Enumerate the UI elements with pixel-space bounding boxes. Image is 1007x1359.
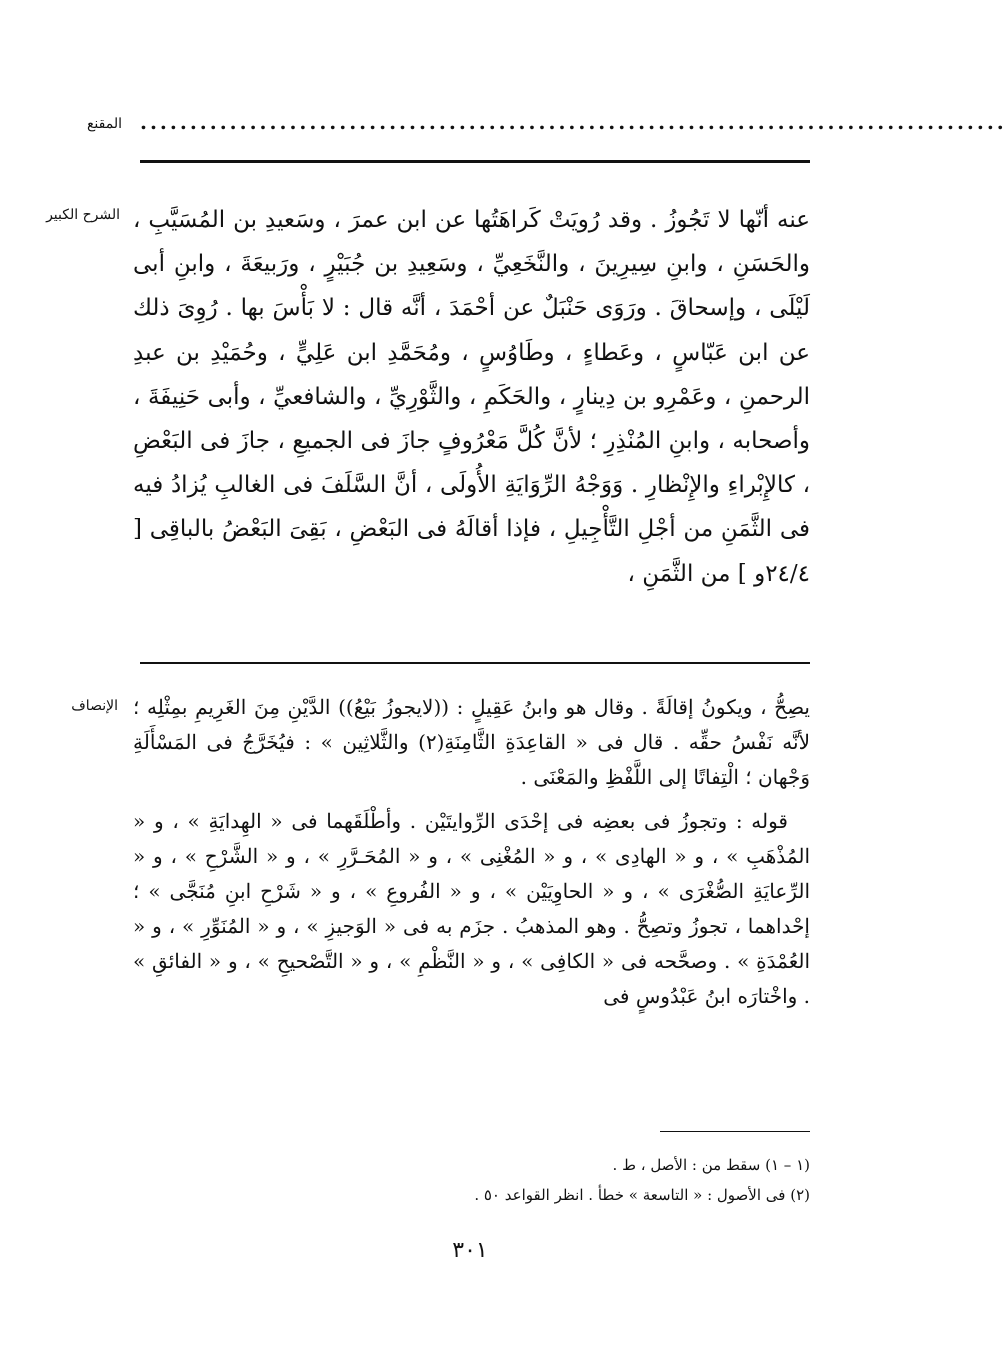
insaf-text-block [133, 690, 810, 1014]
header-section-label: المقنع [86, 116, 122, 132]
page-number: ٣٠١ [452, 1238, 488, 1263]
footnotes [250, 1150, 810, 1210]
insaf-paragraph: قوله : وتجوزُ فى بعضِه فى إحْدَى الرِّوايتَيْن . وأطْلَقَهما فى « الهِدايَةِ » ، و « المُذْهَبِ » ، و « الهادِى » ، و « المُغْنِى » ، و « المُحَـرَّرِ » ، و « الشَّرْحِ » ، و « الرِّعايَةِ الصُّغْرَى » ، و « الحاوِيَيْن » ، و « الفُروعِ » ، و « شَرْحِ ابنِ مُنَجَّى » ؛ إحْداهما ، تجوزُ وتصِحُّ . وهو المذهبُ . جزَم به فى « الوَجيزِ » ، و « المُنَوِّرِ » ، و « العُمْدَةِ » . وصحَّحه فى « الكافِى » ، و « النَّظْمِ » ، و « التَّصْحيحِ » ، و « الفائقِ » . واخْتارَه ابنُ عَبْدُوسٍ فى [133, 809, 810, 1008]
footnote-item: (٢) فى الأصول : « التاسعة » خطأ . انظر القواعد ٥٠ . [474, 1186, 810, 1204]
footnote-divider [660, 1131, 810, 1132]
section-divider [140, 662, 810, 664]
header-divider [140, 160, 810, 163]
sharh-text-block: عنه أنّها لا تَجُوزُ . وقد رُويَتْ كَراهَتُها عن ابن عمرَ ، وسَعيدِ بن المُسَيَّبِ ، والحَسَنِ ، وابنِ سِيرِينَ ، والنَّخَعِيِّ ، وسَعِيدِ بن جُبَيْرٍ ، ورَبيعَةَ ، وابنِ أبى لَيْلَى ، وإسحاقَ . ورَوَى حَنْبَلٌ عن أحْمَدَ ، أنَّه قال : لا بَأْسَ بها . رُوِىَ ذلك عن ابن عَبّاسٍ ، وعَطاءٍ ، وطَاوُسٍ ، ومُحَمَّدِ ابن عَلِيٍّ ، وحُمَيْدِ بن عبدِ الرحمنِ ، وعَمْرِو بن دِينارٍ ، والحَكَمِ ، والثَّوْرِيِّ ، والشافعيِّ ، وأبى حَنِيفَةَ ، وأصحابه ، وابنِ المُنْذِرِ ؛ لأنَّ كُلَّ مَعْرُوفٍ جازَ فى الجميعِ ، جازَ فى البَعْضِ ، كالإِبْراءِ والإِنْظارِ . وَوَجْهُ الرِّوَايَةِ الأُولَى ، أنَّ السَّلَفَ فى الغالبِ يُزادُ فيه فى الثَّمَنِ من أجْلِ التَّأْجِيلِ ، فإذا أقالَهُ فى البَعْضِ ، بَقِىَ البَعْضُ بالباقِى [ ٢٤/٤و ] من الثَّمَنِ ، [133, 207, 810, 587]
insaf-section-label: الإنصاف [71, 698, 118, 714]
header-dotted-line: ....................................................................................... [140, 110, 1007, 134]
insaf-paragraph: يصِحُّ ، ويكونُ إقالَةً . وقال هو وابنُ عَقِيلٍ : ((لايجوزُ بَيْعُ)) الدَّيْنِ مِنَ الغَرِيمِ بمِثْلِه ؛ لأنَّه نَفْسُ حقِّه . قال فى « القاعِدَةِ الثَّامِنَةِ(٢) والثَّلاثِين » : فيُخَرَّجُ فى المَسْأَلَةِ وَجْهان ؛ الْتِفاتًا إلى اللَّفْظِ والمَعْنَى . [133, 695, 810, 789]
sharh-section-label: الشرح الكبير [46, 207, 120, 223]
footnote-item: (١ – ١) سقط من : الأصل ، ط . [612, 1156, 810, 1174]
